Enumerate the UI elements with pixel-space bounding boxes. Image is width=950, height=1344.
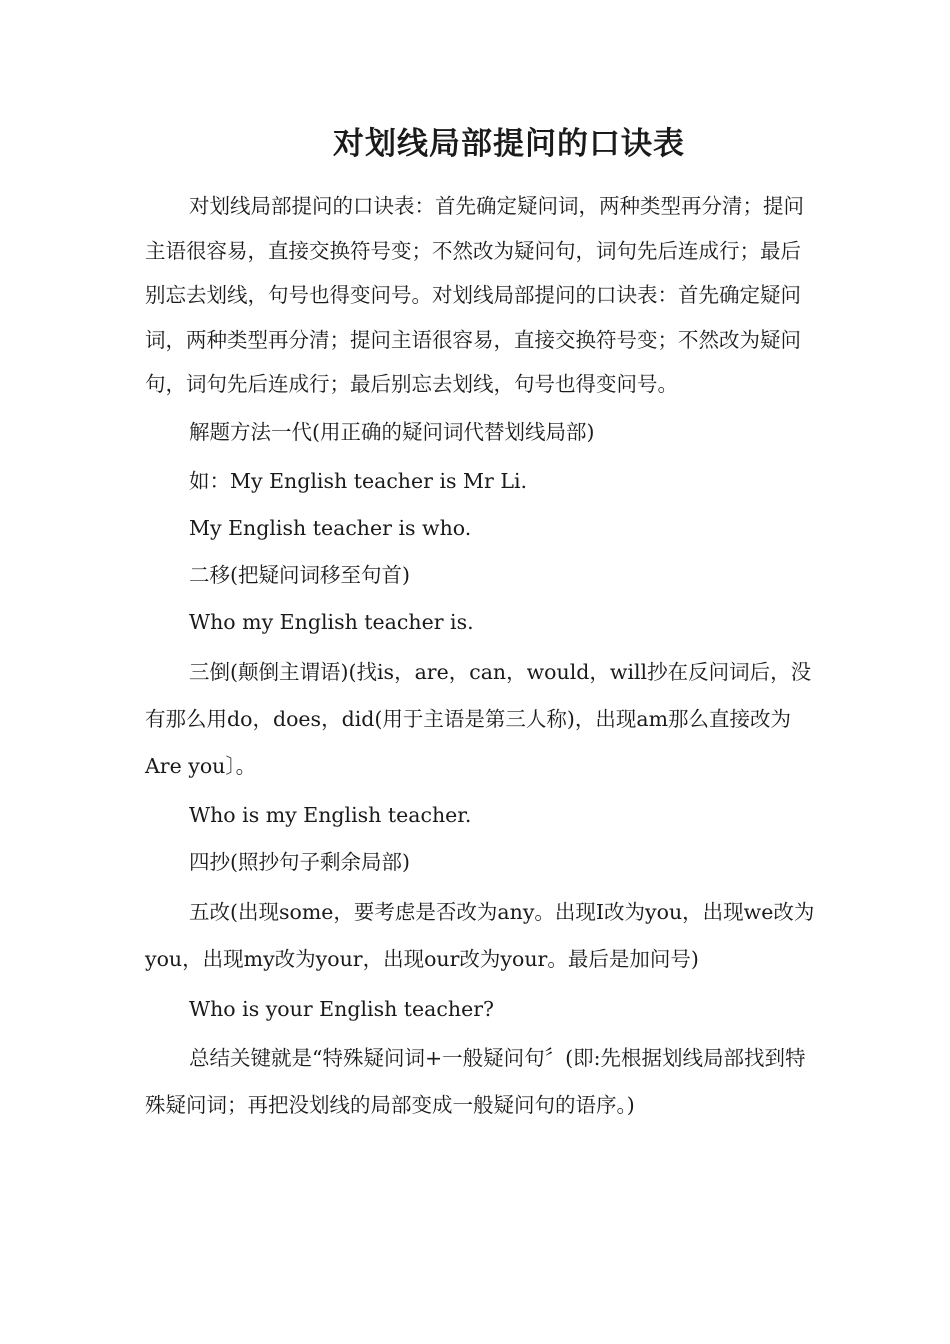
- paragraph-example-2: My English teacher is who.: [189, 515, 472, 540]
- paragraph-mnemonic: 对划线局部提问的口诀表：首先确定疑问词，两种类型再分清；提问主语很容易，直接交换符号变；不然改为疑问句，词句先后连成行；最后别忘去划线，句号也得变问号。对划线局部提问的口诀表：首先确定疑问词，两种类型再分清；提问主语很容易，直接交换符号变；不然改为疑问句，词句先后连成行；最后别忘去划线，句号也得变问号。: [145, 194, 804, 396]
- document-body: [145, 184, 817, 1129]
- paragraph-summary: 总结关键就是“特殊疑问词+一般疑问句〞(即:先根据划线局部找到特殊疑问词；再把没划线的局部变成一般疑问句的语序。): [145, 1045, 806, 1117]
- document-title: 对划线局部提问的口诀表: [333, 126, 685, 162]
- paragraph-step-2: 二移(把疑问词移至句首): [189, 562, 410, 587]
- paragraph-step-3: 三倒(颠倒主谓语)(找is，are，can，would，will抄在反问词后，没有那么用do，does，did(用于主语是第三人称)，出现am那么直接改为Are you〕。: [145, 659, 812, 778]
- paragraph-example-3: Who my English teacher is.: [189, 609, 474, 634]
- paragraph-example-5: Who is your English teacher?: [189, 996, 495, 1021]
- paragraph-example-4: Who is my English teacher.: [189, 802, 472, 827]
- paragraph-example-1: 如：My English teacher is Mr Li.: [189, 468, 528, 493]
- paragraph-step-1: 解题方法一代(用正确的疑问词代替划线局部): [189, 419, 595, 444]
- paragraph-step-4: 四抄(照抄句子剩余局部): [189, 849, 410, 874]
- paragraph-step-5: 五改(出现some，要考虑是否改为any。出现I改为you，出现we改为you，出现my改为your，出现our改为your。最后是加问号): [145, 899, 815, 971]
